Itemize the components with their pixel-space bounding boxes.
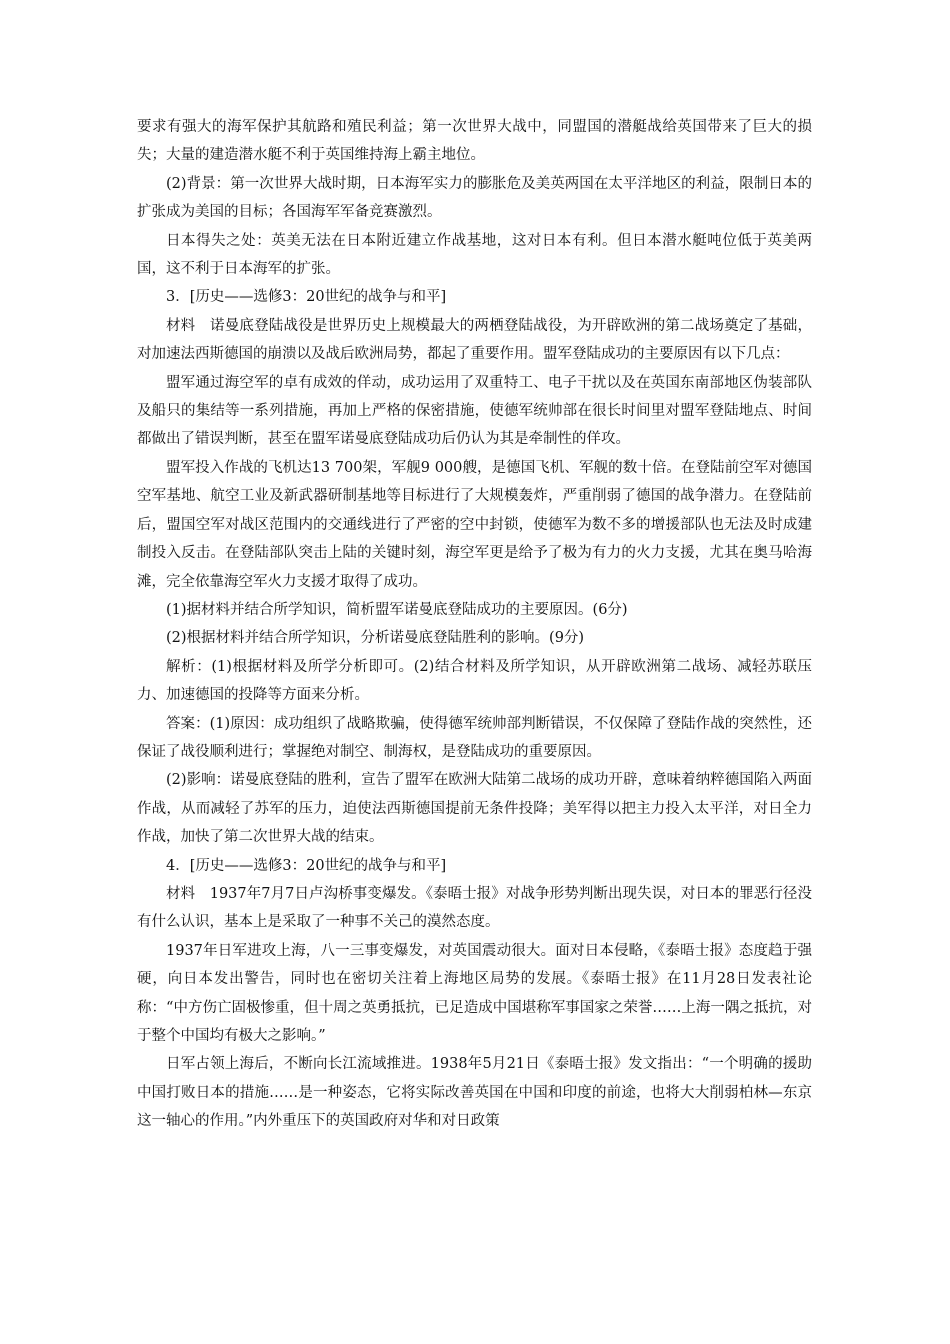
question-3-sub-2: (2)根据材料并结合所学知识，分析诺曼底登陆胜利的影响。(9分) [166,630,585,647]
question-3-sub-1: (1)据材料并结合所学知识，简析盟军诺曼底登陆成功的主要原因。(6分) [166,601,628,618]
question-4-material-1938: 日军占领上海后，不断向长江流域推进。1938年5月21日《泰晤士报》发文指出：“一个明确的援助中国打败日本的措施……是一种姿态，它将实际改善英国在中国和印度的前途，也将大大削弱柏林—东京这一轴心的作用。”内外重压下的英国政府对华和对日政策 [137,1056,812,1130]
paragraph-japan-gains-losses: 日本得失之处：英美无法在日本附近建立作战基地，这对日本有利。但日本潜水艇吨位低于英美两国，这不利于日本海军的扩张。 [137,232,812,278]
question-3-material: 材料 诺曼底登陆战役是世界历史上规模最大的两栖登陆战役，为开辟欧洲的第二战场奠定了基础，对加速法西斯德国的崩溃以及战后欧洲局势，都起了重要作用。盟军登陆成功的主要原因有以下几点： [137,317,812,363]
question-3-material-deception: 盟军通过海空军的卓有成效的佯动，成功运用了双重特工、电子干扰以及在英国东南部地区伪装部队及船只的集结等一系列措施，再加上严格的保密措施，使德军统帅部在很长时间里对盟军登陆地点、时间都做出了错误判断，甚至在盟军诺曼底登陆成功后仍认为其是牵制性的佯攻。 [137,374,812,448]
paragraph-background: (2)背景：第一次世界大战时期，日本海军实力的膨胀危及美英两国在太平洋地区的利益，限制日本的扩张成为美国的目标；各国海军军备竞赛激烈。 [137,175,812,221]
question-4-material: 材料 1937年7月7日卢沟桥事变爆发。《泰晤士报》对战争形势判断出现失误，对日本的罪恶行径没有什么认识，基本上是采取了一种事不关己的漠然态度。 [137,885,812,931]
document-body [137,113,812,1136]
question-4-heading: 4．[历史——选修3：20世纪的战争与和平] [166,857,447,874]
question-3-analysis: 解析：(1)根据材料及所学分析即可。(2)结合材料及所学知识，从开辟欧洲第二战场、减轻苏联压力、加速德国的投降等方面来分析。 [137,658,812,704]
paragraph-continuation: 要求有强大的海军保护其航路和殖民利益；第一次世界大战中，同盟国的潜艇战给英国带来了巨大的损失；大量的建造潜水艇不利于英国维持海上霸主地位。 [137,119,812,164]
question-3-answer-2: (2)影响：诺曼底登陆的胜利，宣告了盟军在欧洲大陆第二战场的成功开辟，意味着纳粹德国陷入两面作战，从而减轻了苏军的压力，迫使法西斯德国提前无条件投降；美军得以把主力投入太平洋，对日全力作战，加快了第二次世界大战的结束。 [137,772,812,846]
question-4-material-shanghai: 1937年日军进攻上海，八一三事变爆发，对英国震动很大。面对日本侵略，《泰晤士报》态度趋于强硬，向日本发出警告，同时也在密切关注着上海地区局势的发展。《泰晤士报》在11月28日发表社论称：“中方伤亡固极惨重，但十周之英勇抵抗，已足造成中国堪称军事国家之荣誉……上海一隅之抵抗，对于整个中国均有极大之影响。” [137,942,812,1044]
question-3-heading: 3．[历史——选修3：20世纪的战争与和平] [166,289,447,306]
question-3-material-air-sea: 盟军投入作战的飞机达13 700架，军舰9 000艘，是德国飞机、军舰的数十倍。在登陆前空军对德国空军基地、航空工业及新武器研制基地等目标进行了大规模轰炸，严重削弱了德国的战争潜力。在登陆前后，盟国空军对战区范围内的交通线进行了严密的空中封锁，使德军为数不多的增援部队也无法及时成建制投入反击。在登陆部队突击上陆的关键时刻，海空军更是给予了极为有力的火力支援，尤其在奥马哈海滩，完全依靠海空军火力支援才取得了成功。 [137,459,812,590]
question-3-answer-1: 答案：(1)原因：成功组织了战略欺骗，使得德军统帅部判断错误，不仅保障了登陆作战的突然性，还保证了战役顺利进行；掌握绝对制空、制海权，是登陆成功的重要原因。 [137,715,812,760]
